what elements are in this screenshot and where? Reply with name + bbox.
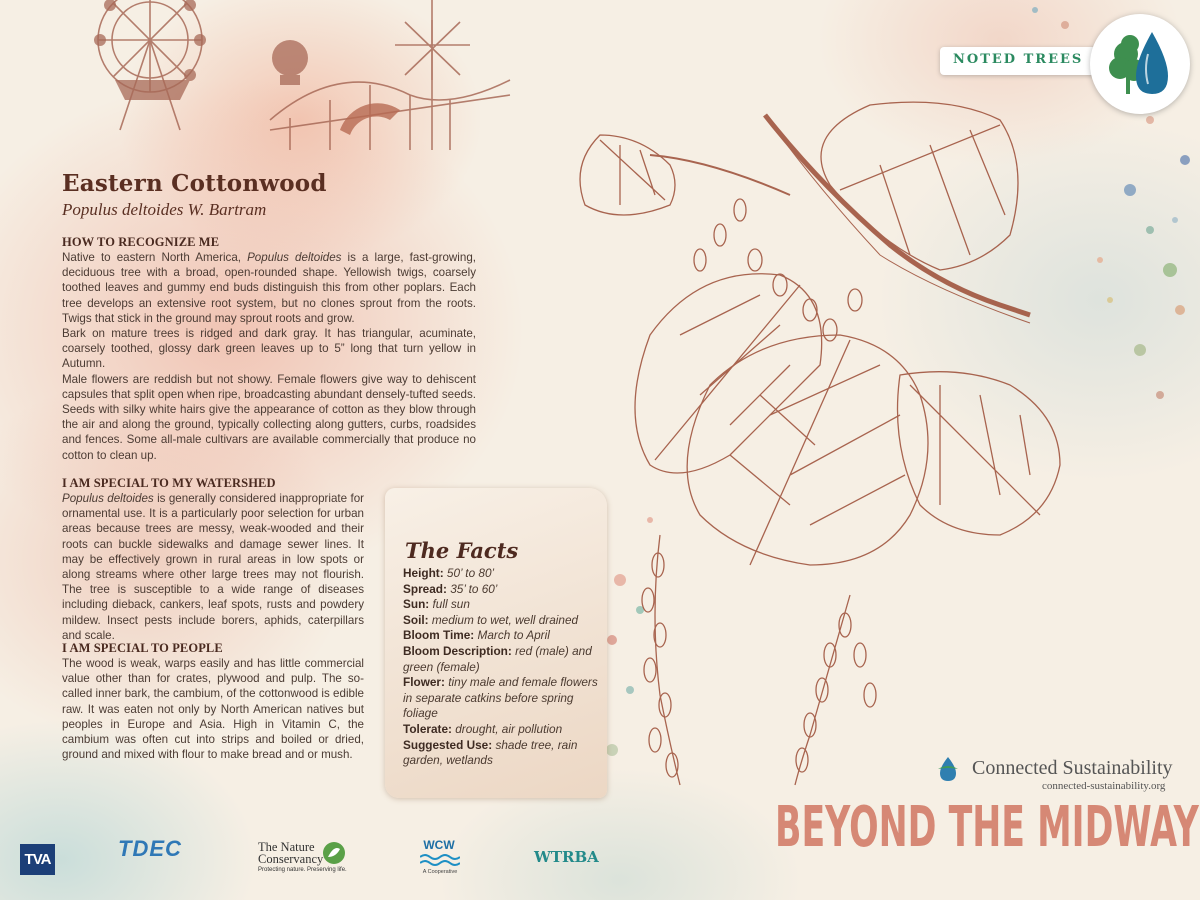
leaf-drop-icon — [936, 755, 960, 783]
brand-url[interactable]: connected-sustainability.org — [1042, 780, 1166, 792]
beyond-the-midway-title: BEYOND THE MIDWAY — [775, 795, 1199, 860]
fact-value: red (male) and green (female) — [403, 643, 592, 674]
tree-drop-icon — [1090, 14, 1190, 114]
fact-label: Height: — [403, 566, 444, 580]
tree-drop-graphic — [1090, 14, 1190, 114]
tva-logo: TVA — [20, 844, 55, 875]
paragraph: The wood is weak, warps easily and has little commercial value other than for crates, plywood and pulp. The so-called inner bark, the cambium, of the cottonwood is edible raw. It was eaten not only by North American natives but peoples in Europe and Asia. High in Vitamin C, the cambium was often cut into strips and boiled or dried, ground and mixed with flour to make bread and or mush. — [62, 657, 364, 762]
tdec-logo: TDEC — [118, 836, 182, 861]
fact-value: medium to wet, well drained — [431, 612, 579, 627]
fact-value: full sun — [432, 597, 470, 612]
species-italic: Populus deltoides — [62, 492, 154, 505]
fact-label: Spread: — [403, 581, 447, 596]
fact-label: Bloom Time: — [403, 628, 475, 643]
section-people — [62, 641, 364, 762]
nature-conservancy-tagline: Protecting nature. Preserving life. — [258, 867, 347, 873]
section-heading: HOW TO RECOGNIZE ME — [62, 235, 220, 249]
brand-name: Connected Sustainability — [972, 757, 1173, 779]
section-body — [62, 250, 476, 463]
paragraph-rest: is generally considered inappropriate for ornamental use. It is a particularly poor selection for urban areas because trees are messy, weak-wooded and their roots can buckle sidewalks and damage sewer lines. It may be effectively grown in rural areas in low spots or along streams where other large trees may not flourish. The tree is susceptible to a wide range of diseases including dieback, cankers, leaf spots, rusts and powdery mildew. Insect pests include borers, aphids, caterpillars and scale. — [62, 492, 365, 642]
section-body — [62, 656, 364, 762]
section-body — [62, 491, 364, 643]
section-heading: I AM SPECIAL TO MY WATERSHED — [62, 476, 276, 490]
paragraph-lead: Native to eastern North America, — [62, 251, 248, 264]
section-heading: I AM SPECIAL TO PEOPLE — [62, 641, 223, 655]
fact-label: Tolerate: — [403, 721, 452, 736]
fact-value: 35’ to 60’ — [450, 581, 498, 596]
nature-conservancy-leaf-icon — [322, 841, 346, 865]
paragraph: Male flowers are reddish but not showy. Female flowers give way to dehiscent capsules that split open when ripe, broadcasting abundant densely-tufted seeds. Seeds with silky white hairs give the appearance of cotton as they blow through the air and along the ground, typically collecting along gutters, curbs, roadsides and fences. Some all-male cultivars are available commercially that produce no cotton to clean up. — [62, 372, 476, 462]
tree-common-name: Eastern Cottonwood — [62, 170, 327, 197]
noted-trees-label: NOTED TREES — [953, 52, 1084, 67]
wcw-logo: WCW — [423, 838, 455, 852]
fact-value: tiny male and female flowers in separate catkins before spring foliage — [403, 675, 598, 721]
fact-label: Sun: — [403, 597, 430, 612]
fact-label: Suggested Use: — [403, 737, 493, 752]
section-recognize — [62, 235, 476, 463]
fact-value: shade tree, rain garden, wetlands — [403, 737, 578, 768]
wcw-subtitle: A Cooperative — [422, 869, 458, 875]
paragraph — [62, 250, 476, 326]
facts-title: The Facts — [405, 538, 519, 563]
section-watershed — [62, 476, 364, 643]
fact-label: Bloom Description: — [403, 643, 512, 658]
paragraph — [62, 491, 364, 643]
fact-label: Flower: — [403, 675, 445, 690]
fact-value: drought, air pollution — [455, 721, 563, 736]
nature-conservancy-logo: The Nature Conservancy — [258, 840, 324, 866]
fact-value: 50’ to 80’ — [446, 566, 495, 580]
wtrba-logo: WTRBA — [534, 848, 599, 866]
water-waves-icon — [420, 853, 460, 867]
species-italic: Populus deltoides — [247, 251, 342, 264]
fact-label: Soil: — [403, 612, 429, 627]
fact-value: March to April — [477, 628, 550, 643]
paragraph: Bark on mature trees is ridged and dark gray. It has triangular, acuminate, coarsely toothed, glossy dark green leaves up to 5” long that turn yellow in Autumn. — [62, 327, 476, 371]
cottonwood-branch-illustration — [560, 95, 1090, 795]
carnival-rides-icon — [40, 0, 520, 150]
paragraph-rest: is a large, fast-growing, deciduous tree with a broad, open-rounded shape. Yellowish twigs, coarsely toothed leaves and gummy end buds distinguish this from other poplars. Each tree develops an extensive root system, but no clones sprout from the roots. Twigs that stick in the ground may sprout roots and grow. — [62, 251, 476, 325]
tree-scientific-name: Populus deltoides W. Bartram — [62, 200, 267, 219]
